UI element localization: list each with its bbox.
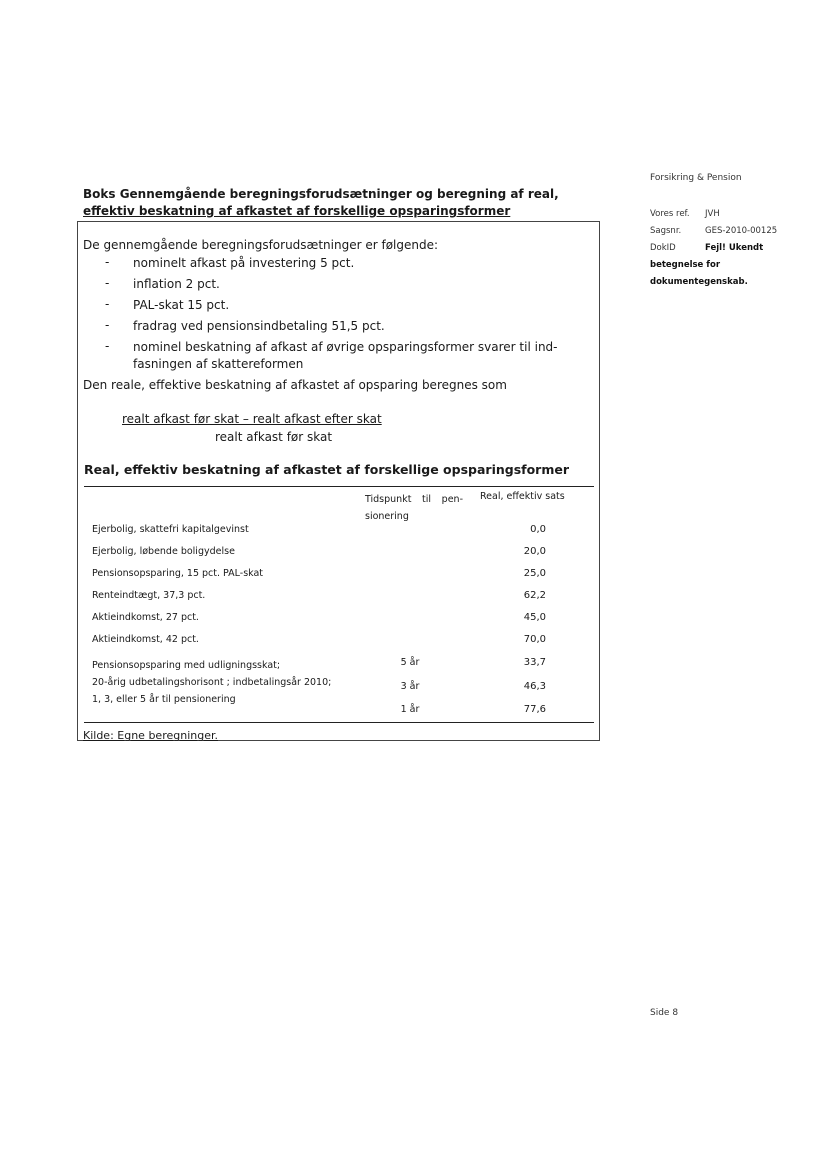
case-number-label: Sagsnr.: [650, 226, 682, 236]
reference-row: [650, 206, 777, 223]
column-header-rate: Real, effektiv sats: [480, 491, 565, 502]
list-item-text: nominelt afkast på investering 5 pct.: [133, 256, 355, 270]
pension-value: 33,7: [523, 657, 546, 668]
bullet-dash: -: [105, 255, 110, 269]
formula-denominator: realt afkast før skat: [215, 430, 333, 444]
pension-group-label-line: Pensionsopsparing med udligningsskat;: [92, 660, 281, 671]
bullet-dash: -: [105, 318, 110, 332]
bullet-dash: -: [105, 339, 110, 353]
source-note: Kilde: Egne beregninger.: [83, 729, 218, 742]
pension-group-label-line: 1, 3, eller 5 år til pensionering: [92, 694, 236, 705]
list-item-text: nominel beskatning af afkast af øvrige opsparingsformer svarer til ind-fasningen af skattereformen: [133, 340, 558, 371]
doc-id-error-line: dokumentegenskab.: [650, 277, 748, 287]
table-row-label: Ejerbolig, skattefri kapitalgevinst: [92, 524, 249, 535]
list-item: [105, 318, 595, 335]
list-item-text: PAL-skat 15 pct.: [133, 298, 230, 312]
pension-timing: 3 år: [400, 681, 420, 692]
pension-timing: 1 år: [400, 704, 420, 715]
box-heading-line: Boks Gennemgående beregningsforudsætninger og beregning af real,: [83, 187, 559, 201]
reference-value: JVH: [705, 209, 720, 219]
table-row-label: Renteindtægt, 37,3 pct.: [92, 590, 206, 601]
formula-intro: Den reale, effektive beskatning af afkastet af opsparing beregnes som: [83, 378, 507, 392]
box-heading-line: effektiv beskatning af afkastet af forskellige opsparingsformer: [83, 204, 511, 218]
table-row-value: 62,2: [523, 590, 546, 601]
box-heading: [83, 186, 613, 220]
pension-value: 77,6: [523, 704, 546, 715]
pension-group-label: [92, 657, 362, 708]
case-number-row: [650, 223, 777, 240]
doc-id-label: DokID: [650, 243, 676, 253]
doc-id-row: [650, 240, 777, 257]
list-item-text: fradrag ved pensionsindbetaling 51,5 pct.: [133, 319, 385, 333]
table-top-rule: [84, 486, 594, 487]
table-row-value: 70,0: [523, 634, 546, 645]
assumptions-intro: De gennemgående beregningsforudsætninger er følgende:: [83, 238, 439, 252]
table-row-label: Aktieindkomst, 42 pct.: [92, 634, 199, 645]
table-bottom-rule: [84, 722, 594, 723]
assumptions-list: [105, 255, 595, 373]
table-row-value: 45,0: [523, 612, 546, 623]
organization-name: Forsikring & Pension: [650, 173, 742, 183]
column-header-timing: Tidspunkt til pen-sionering: [365, 494, 463, 522]
table-title: Real, effektiv beskatning af afkastet af forskellige opsparingsformer: [84, 462, 570, 477]
reference-block: [650, 206, 777, 257]
table-row-label: Aktieindkomst, 27 pct.: [92, 612, 199, 623]
list-item: [105, 297, 595, 314]
list-item-text: inflation 2 pct.: [133, 277, 220, 291]
list-item: [105, 276, 595, 293]
table-row-value: 25,0: [523, 568, 546, 579]
reference-label: Vores ref.: [650, 209, 690, 219]
pension-group-label-line: 20-årig udbetalingshorisont ; indbetalingsår 2010;: [92, 677, 332, 688]
case-number-value: GES-2010-00125: [705, 226, 778, 236]
table-row-label: Pensionsopsparing, 15 pct. PAL-skat: [92, 568, 264, 579]
page-number: Side 8: [650, 1008, 679, 1018]
bullet-dash: -: [105, 276, 110, 290]
table-row-value: 0,0: [530, 524, 546, 535]
list-item: [105, 339, 595, 373]
bullet-dash: -: [105, 297, 110, 311]
pension-value: 46,3: [523, 681, 546, 692]
table-row-value: 20,0: [523, 546, 546, 557]
doc-id-error-continuation: [650, 257, 748, 291]
list-item: [105, 255, 595, 272]
doc-id-value: Fejl! Ukendt: [705, 243, 764, 253]
formula-numerator: realt afkast før skat – realt afkast efter skat: [122, 412, 382, 426]
table-row-label: Ejerbolig, løbende boligydelse: [92, 546, 235, 557]
pension-timing: 5 år: [400, 657, 420, 668]
doc-id-error-line: betegnelse for: [650, 260, 721, 270]
